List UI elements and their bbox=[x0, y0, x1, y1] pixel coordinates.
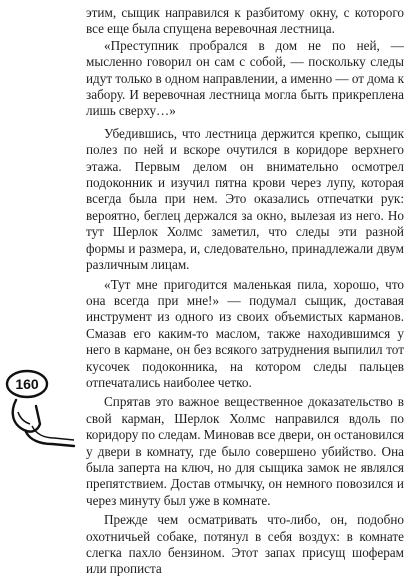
paragraph: «Тут мне пригодится маленькая пила, хорошо, что она всегда при мне!» — подумал сыщик, доставая инструмент из одного из своих объемистых карманов. Смазав его каким-то маслом, также находившимся у него в кармане, он без всякого затруднения выпилил тот кусочек подоконника, на котором следы пальцев отпечатались наиболее четко. bbox=[86, 276, 404, 390]
pipe-icon bbox=[13, 400, 74, 446]
paragraph: этим, сыщик направился к разбитому окну, с которого все еще была спущена веревочная лестница. bbox=[86, 5, 404, 37]
paragraph: «Преступник пробрался в дом не по ней, — мысленно говорил он сам с собой, — поскольку следы идут только в одном направлении, а именно — от дома к забору. И веревочная лестница могла быть прикреплена лишь сверху…» bbox=[86, 37, 404, 119]
page-number-marker bbox=[2, 360, 82, 460]
paragraph: Прежде чем осматривать что-либо, он, подобно охотничьей собаке, потянул в себя воздух: в комнате слегка пахло бензином. Этот запах присущ шоферам или прописта bbox=[86, 512, 404, 577]
paragraph: Убедившись, что лестница держится крепко, сыщик полез по ней и вскоре очутился в коридоре верхнего этажа. Первым делом он внимательно осмотрел подоконник и изучил пятна крови через лупу, которая всегда была при нем. Это оказались отпечатки рук: вероятно, беглец держался за окно, вылезая из него. Но тут Шерлок Холмс заметил, что следы эти разной формы и размера, и, следовательно, принадлежали двум различным лицам. bbox=[86, 125, 404, 273]
page-number: 160 bbox=[15, 376, 39, 392]
paragraph: Спрятав это важное вещественное доказательство в свой карман, Шерлок Холмс направился вдоль по коридору по следам. Миновав все двери, он остановился у двери в комнату, где было совершено убийство. Она была заперта на ключ, но для сыщика замок не являлся препятствием. Достав отмычку, он немного повозился и через минуту был уже в комнате. bbox=[86, 394, 404, 508]
page-body-text bbox=[86, 5, 404, 578]
